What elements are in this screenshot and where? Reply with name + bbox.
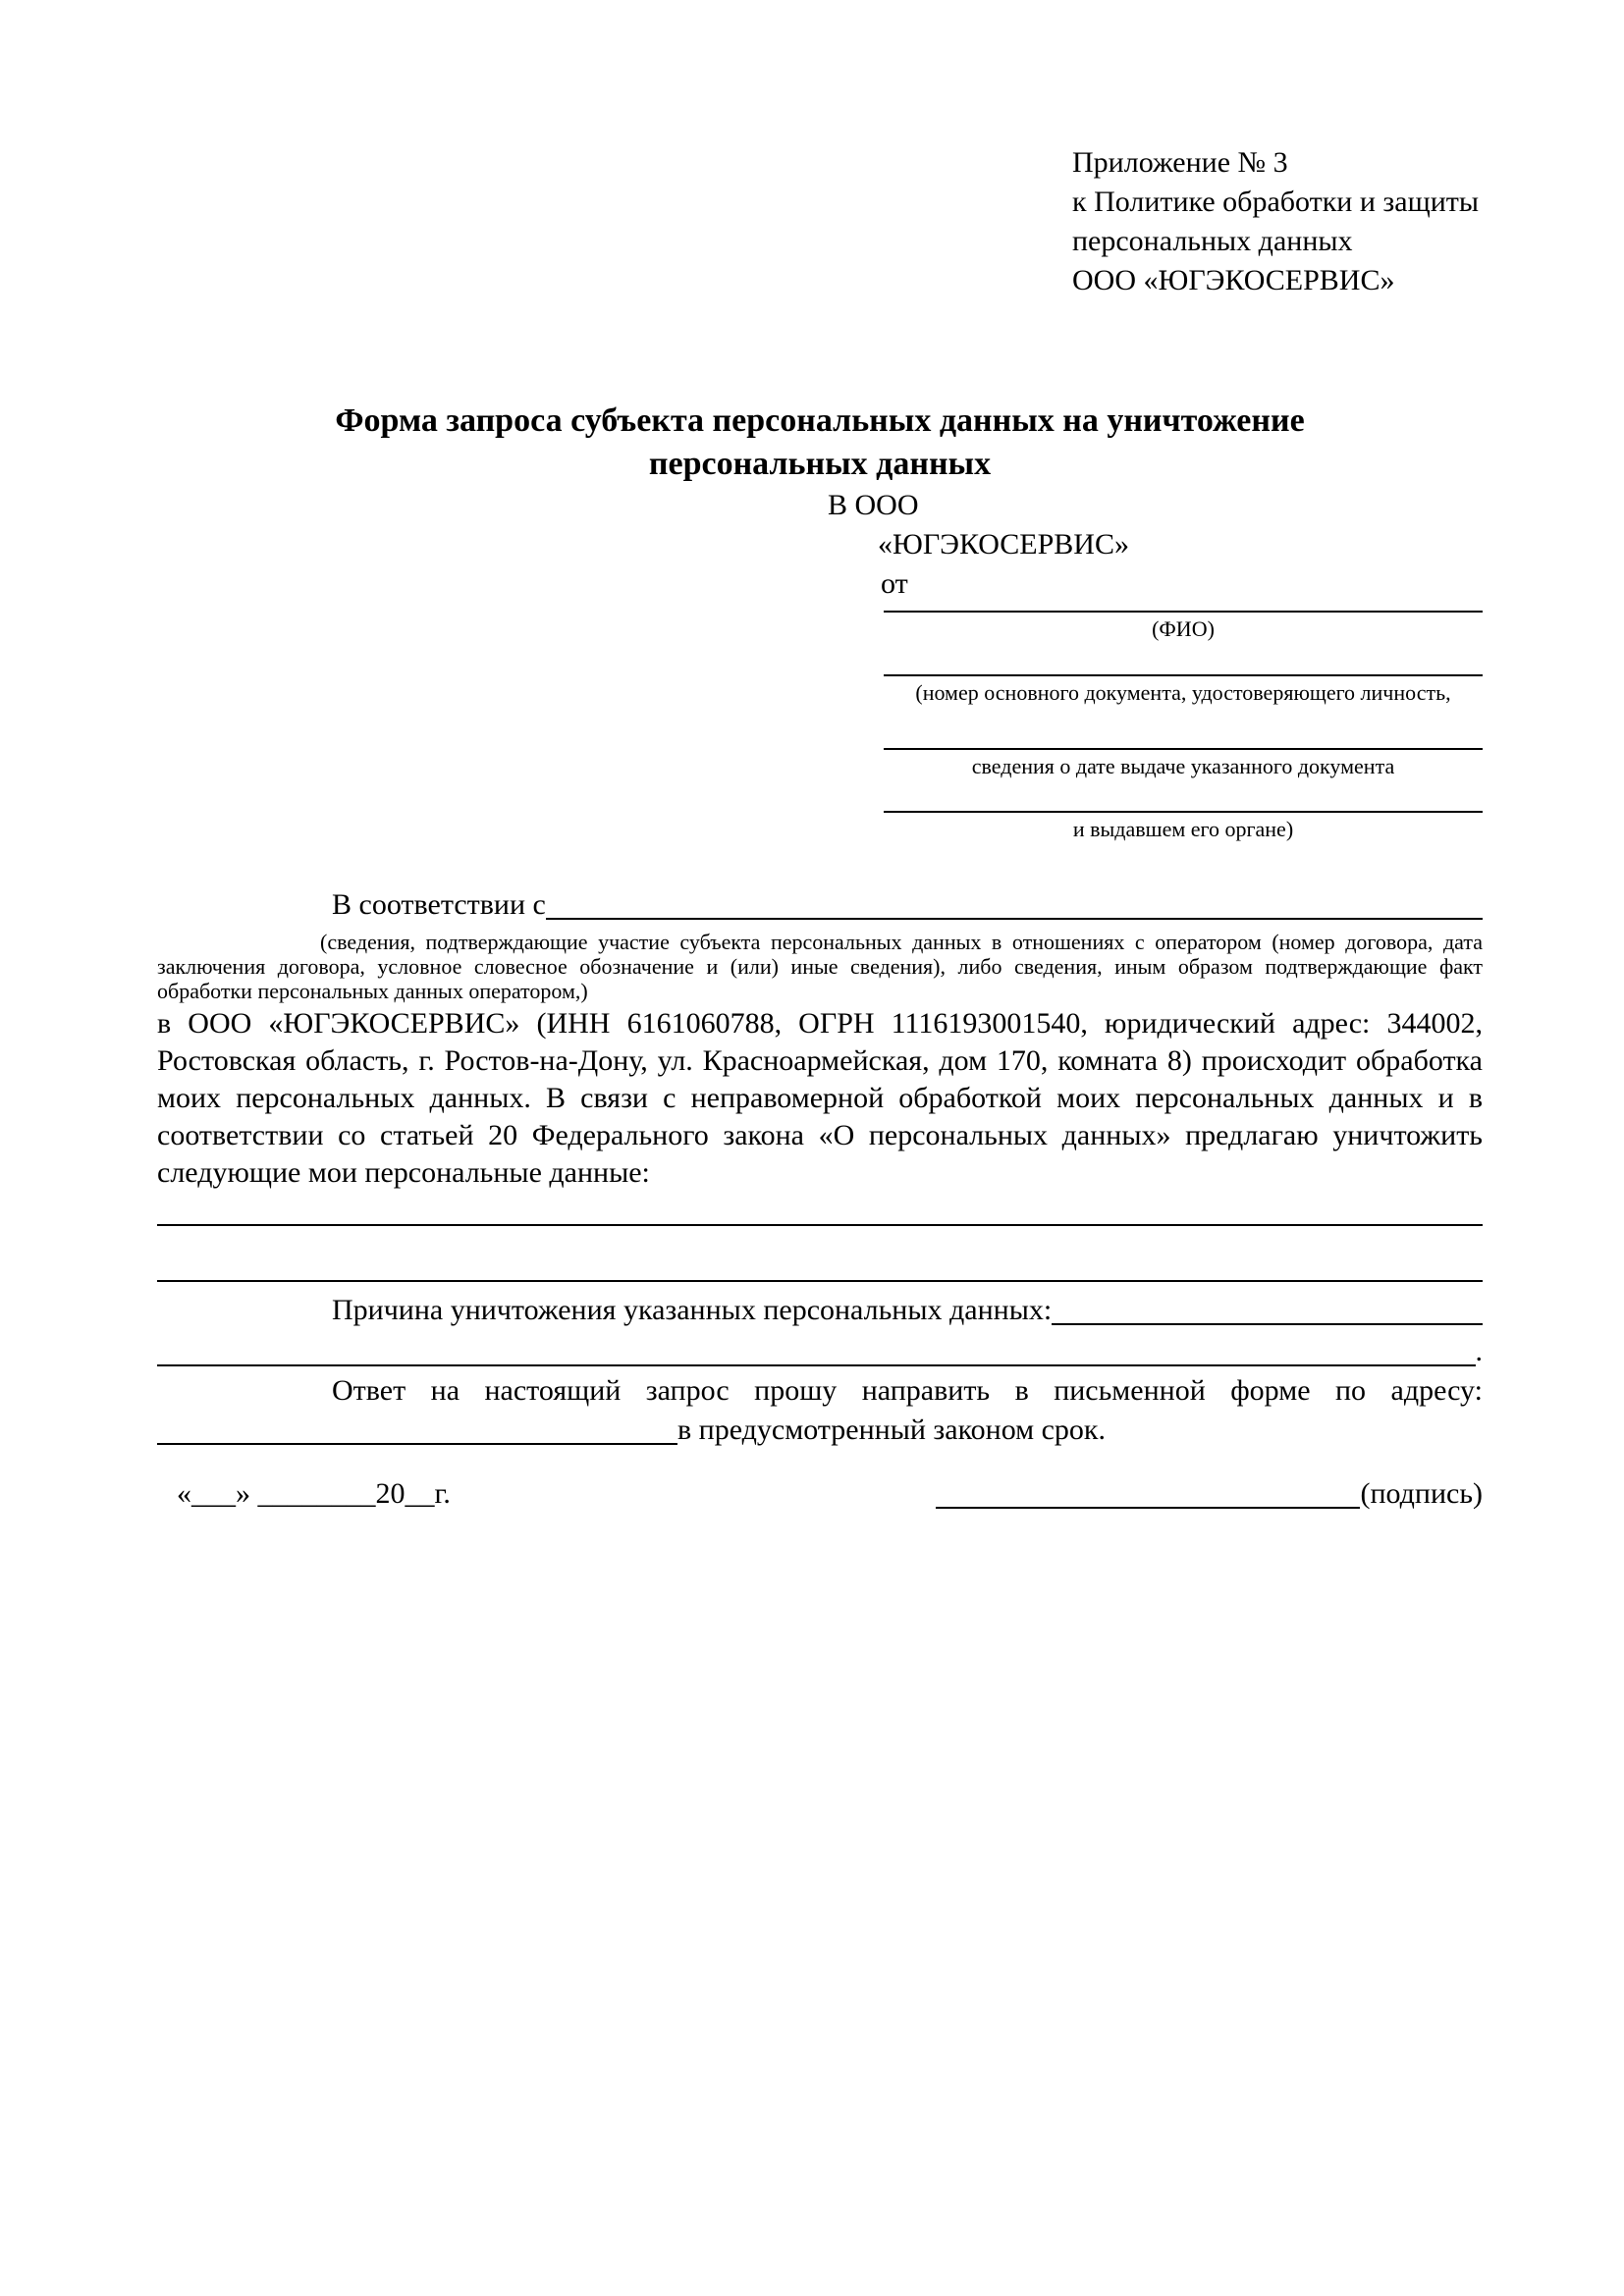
addressee-org: «ЮГЭКОСЕРВИС»: [878, 528, 1129, 561]
issue-date-caption: сведения о дате выдаче указанного документа: [971, 754, 1395, 778]
reply-address-blank-line: [157, 1443, 677, 1445]
signature-caption: (подпись): [1360, 1477, 1483, 1510]
reply-lead-line: [157, 1372, 1483, 1410]
form-title: [157, 400, 1483, 486]
form-title-line-2: персональных данных: [648, 446, 992, 482]
accordance-note: (сведения, подтверждающие участие субъекта персональных данных в отношениях с оператором (номер договора, дата заключения договора, условное словесное обозначение и (или) иные сведения), либо сведения, иным образом подтверждающие факт обработки персональных данных оператором,): [157, 930, 1483, 1003]
annex-line-3: персональных данных: [1072, 225, 1353, 257]
fio-caption: (ФИО): [1152, 616, 1215, 641]
annex-line-4: ООО «ЮГЭКОСЕРВИС»: [1072, 264, 1395, 296]
reason-continuation-line: [157, 1333, 1483, 1370]
issue-date-blank-line: [884, 748, 1483, 750]
date-signature-row: [157, 1475, 1483, 1513]
addressee-from: от: [881, 567, 908, 600]
reply-tail: в предусмотренный законом срок.: [677, 1414, 1106, 1446]
reason-blank-line: [1052, 1323, 1483, 1325]
date-blank: «___» ________20__г.: [177, 1477, 451, 1510]
issuing-authority-blank-line: [884, 811, 1483, 813]
body-paragraph: в ООО «ЮГЭКОСЕРВИС» (ИНН 6161060788, ОГРН 1116193001540, юридический адрес: 344002, Ростовская область, г. Ростов-на-Дону, ул. Красноармейская, дом 170, комната 8) происходит обработка моих персональных данных. В связи с неправомерной обработкой моих персональных данных и в соответствии со статьей 20 Федерального закона «О персональных данных» предлагаю уничтожить следующие мои персональные данные:: [157, 1007, 1483, 1189]
signature-blank-line: [936, 1507, 1360, 1509]
reply-address-line: [157, 1412, 1483, 1449]
accordance-line: [157, 886, 1483, 924]
accordance-lead: В соответствии с: [332, 888, 546, 921]
annex-header: [1072, 143, 1479, 300]
document-number-caption: (номер основного документа, удостоверяющего личность,: [915, 680, 1451, 705]
data-blank-line-2: [157, 1280, 1483, 1282]
annex-line-2: к Политике обработки и защиты: [1072, 186, 1480, 218]
reason-period: .: [1475, 1335, 1483, 1367]
reply-lead: Ответ на настоящий запрос прошу направить в письменной форме по адресу:: [332, 1374, 1483, 1407]
reason-blank-line-2: [157, 1364, 1476, 1366]
reason-lead: Причина уничтожения указанных персональных данных:: [332, 1294, 1053, 1326]
fio-blank-line: [884, 611, 1483, 613]
data-blank-line-1: [157, 1224, 1483, 1226]
reason-line: [157, 1292, 1483, 1329]
addressee-to: В ООО: [828, 489, 919, 521]
issuing-authority-caption: и выдавшем его органе): [1072, 817, 1294, 841]
annex-line-1: Приложение № 3: [1072, 146, 1288, 179]
document-number-blank-line: [884, 674, 1483, 676]
accordance-blank-line: [546, 918, 1483, 920]
form-title-line-1: Форма запроса субъекта персональных данных на уничтожение: [335, 402, 1305, 439]
